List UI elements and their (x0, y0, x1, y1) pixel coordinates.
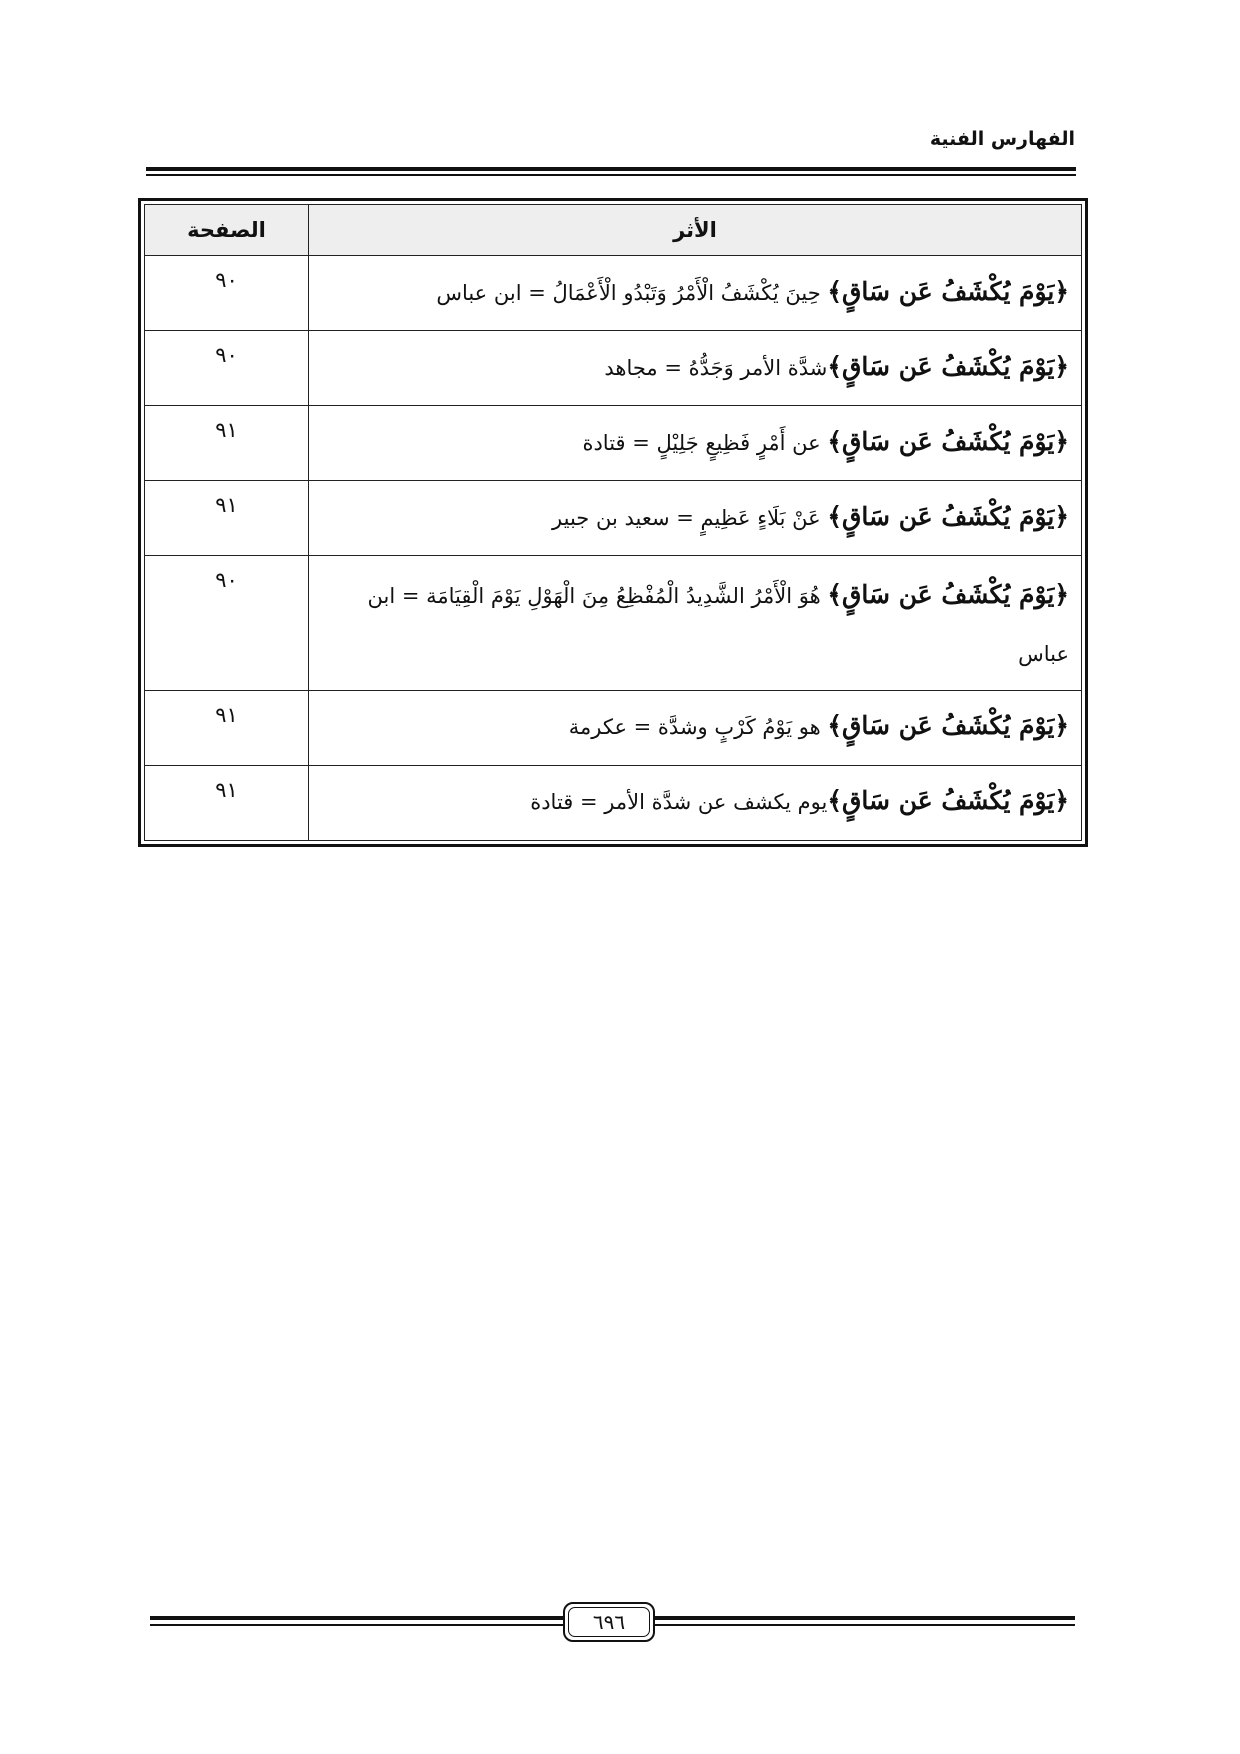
page-number: ٦٩٦ (592, 1610, 626, 1634)
athar-cell (309, 256, 1082, 331)
athar-cell (309, 690, 1082, 765)
athar-cell (309, 406, 1082, 481)
table-row (145, 256, 1082, 331)
footer-rule-left (150, 1616, 563, 1620)
athar-text: عن أَمْرٍ فَظِيعٍ جَلِيْلٍ = قتادة (582, 430, 828, 455)
column-header-athar: الأثر (309, 205, 1082, 256)
footer-rule-right-thin (655, 1624, 1075, 1626)
athar-index-table-frame (138, 198, 1088, 847)
athar-text: عَنْ بَلَاءٍ عَظِيمٍ = سعيد بن جبير (552, 505, 828, 530)
column-header-page: الصفحة (145, 205, 309, 256)
table-row (145, 765, 1082, 840)
footer-rule-right (655, 1616, 1075, 1620)
page-number-cell: ٩١ (145, 406, 309, 481)
verse-quote: ﴿يَوْمَ يُكْشَفُ عَن سَاقٍ﴾ (827, 276, 1069, 306)
page-number-cell: ٩٠ (145, 331, 309, 406)
athar-text: هو يَوْمُ كَرْبٍ وشدَّة = عكرمة (568, 715, 828, 740)
athar-text: يوم يكشف عن شدَّة الأمر = قتادة (530, 790, 828, 815)
verse-quote: ﴿يَوْمَ يُكْشَفُ عَن سَاقٍ﴾ (827, 351, 1069, 381)
table-row (145, 481, 1082, 556)
running-header-title: الفهارس الفنية (929, 128, 1075, 150)
footer-rule-left-thin (150, 1624, 563, 1626)
athar-cell (309, 765, 1082, 840)
header-rule-thin (146, 174, 1076, 176)
page-number-cell: ٩١ (145, 481, 309, 556)
table-row (145, 331, 1082, 406)
athar-cell (309, 331, 1082, 406)
athar-cell (309, 556, 1082, 691)
athar-index-table (144, 204, 1082, 841)
athar-text: شدَّة الأمر وَجَدُّهُ = مجاهد (604, 355, 828, 380)
table-row (145, 406, 1082, 481)
table-row (145, 690, 1082, 765)
athar-text: هُوَ الْأَمْرُ الشَّدِيدُ الْمُفْظِعُ مِنَ الْهَوْلِ يَوْمَ الْقِيَامَة = ابن عباس (367, 584, 1069, 666)
athar-cell (309, 481, 1082, 556)
verse-quote: ﴿يَوْمَ يُكْشَفُ عَن سَاقٍ﴾ (827, 426, 1069, 456)
table-header-row (145, 205, 1082, 256)
athar-text: حِينَ يُكْشَفُ الْأَمْرُ وَتَبْدُو الْأَعْمَالُ = ابن عباس (436, 280, 828, 305)
page-number-cell: ٩١ (145, 765, 309, 840)
table-row (145, 556, 1082, 691)
header-rule-thick (146, 167, 1076, 171)
verse-quote: ﴿يَوْمَ يُكْشَفُ عَن سَاقٍ﴾ (827, 501, 1069, 531)
page-number-cell: ٩٠ (145, 256, 309, 331)
verse-quote: ﴿يَوْمَ يُكْشَفُ عَن سَاقٍ﴾ (827, 711, 1069, 741)
page-number-box (563, 1602, 655, 1642)
verse-quote: ﴿يَوْمَ يُكْشَفُ عَن سَاقٍ﴾ (827, 580, 1069, 609)
verse-quote: ﴿يَوْمَ يُكْشَفُ عَن سَاقٍ﴾ (827, 786, 1069, 816)
page-number-cell: ٩١ (145, 690, 309, 765)
page-number-cell: ٩٠ (145, 556, 309, 691)
